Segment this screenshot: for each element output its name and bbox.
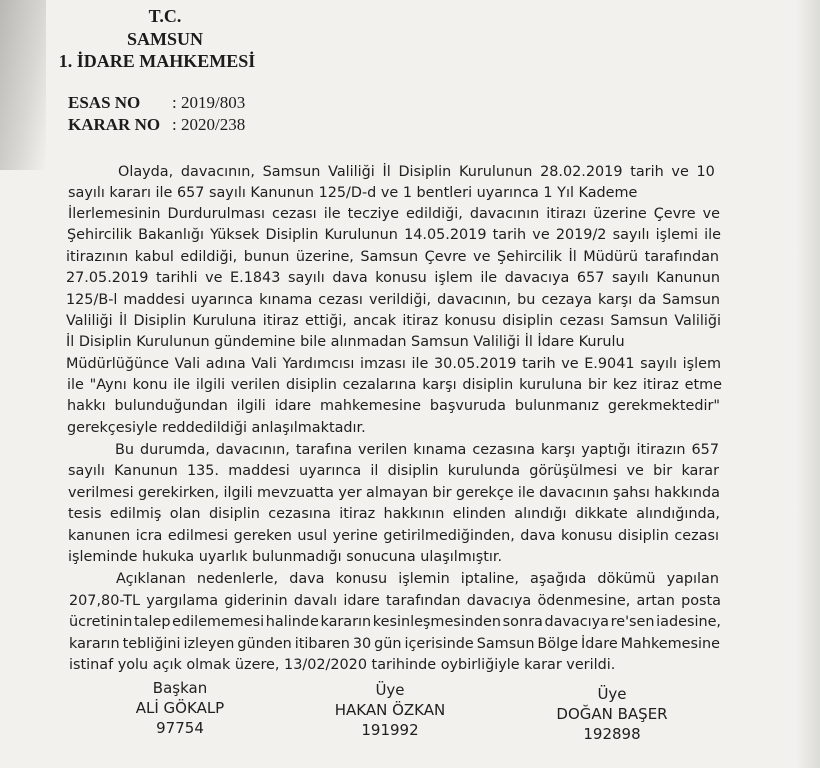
- esas-no-value: : 2019/803: [172, 93, 246, 112]
- signature-block-member-1: [290, 680, 490, 740]
- body-line: kanunen icra edilmesi gereken usul yerine getirilmediğinden, dava konusu disiplin cezası: [68, 528, 719, 544]
- body-line: tesis edilmiş olan disiplin cezasına itiraz hakkının elinden alındığı dikkate alındığında,: [68, 506, 720, 522]
- body-line: sayılı kararı ile 657 sayılı Kanunun 125/D-d ve 1 bentleri uyarınca 1 Yıl Kademe: [68, 185, 638, 201]
- signature-name: HAKAN ÖZKAN: [334, 701, 446, 719]
- signature-number: 97754: [156, 719, 204, 737]
- signature-block-president: [80, 678, 280, 738]
- page-edge-shadow: [796, 0, 820, 768]
- signature-number: 191992: [361, 721, 419, 739]
- signature-name: ALİ GÖKALP: [135, 699, 225, 717]
- body-line: Valiliği İl Disiplin Kuruluna itiraz ettiği, ancak itiraz konusu disiplin cezası Samsun Valiliği: [66, 313, 721, 329]
- signature-number: 192898: [583, 725, 641, 743]
- body-line: Açıklanan nedenlerle, dava konusu işlemin iptaline, aşağıda dökümü yapılan: [116, 571, 719, 587]
- body-line: Bu durumda, davacının, tarafına verilen kınama cezasına karşı yaptığı itirazın 657: [115, 442, 719, 458]
- body-line: istinaf yolu açık olmak üzere, 13/02/2020 tarihinde oybirliğiyle karar verildi.: [69, 657, 616, 673]
- body-line: itirazının kabul edildiği, bunun üzerine, Samsun Çevre ve Şehircilik İl Müdürü tarafından: [66, 249, 720, 265]
- body-line: 125/B-l maddesi uyarınca kınama cezası verildiği, davacının, bu cezaya karşı da Samsun: [66, 292, 720, 308]
- signature-role: Üye: [375, 681, 405, 699]
- body-line: kararın tebliğini izleyen günden itibaren 30 gün içerisinde Samsun Bölge İdare Mahkemesine: [69, 636, 720, 652]
- body-line: İlerlemesinin Durdurulması cezası ile tecziye edildiği, davacının itirazı üzerine Çevre ve: [68, 206, 720, 222]
- body-line: işleminde hukuka uyarlık bulunmadığı sonucuna ulaşılmıştır.: [68, 549, 503, 565]
- body-line: hakkı bulunduğundan ilgili idare mahkemesine başvuruda bulunmanız gerekmektedir": [67, 398, 720, 414]
- body-line: Müdürlüğünce Vali adına Vali Yardımcısı imzası ile 30.05.2019 tarih ve E.9041 sayılı işlem: [66, 356, 721, 372]
- signature-name: DOĞAN BAŞER: [556, 705, 668, 723]
- esas-no-label: ESAS NO: [68, 93, 141, 112]
- body-line: 27.05.2019 tarihli ve E.1843 sayılı dava konusu işlem ile davacıya 657 sayılı Kanunun: [66, 270, 720, 286]
- karar-no-label: KARAR NO: [68, 115, 161, 134]
- header-tc: T.C.: [148, 6, 182, 26]
- body-line: Olayda, davacının, Samsun Valiliği İl Disiplin Kurulunun 28.02.2019 tarih ve 10: [118, 164, 715, 180]
- signature-role: Başkan: [152, 679, 208, 697]
- karar-no-row: [68, 115, 245, 135]
- body-line: gerekçesiyle reddedildiği anlaşılmaktadır.: [67, 420, 366, 436]
- body-line: ile "Aynı konu ile ilgili verilen disiplin cezalarına karşı disiplin kuruluna bir kez itiraz etme: [67, 377, 722, 393]
- esas-no-row: [68, 93, 245, 113]
- header-city: SAMSUN: [126, 29, 203, 49]
- header-court: 1. İDARE MAHKEMESİ: [58, 51, 256, 71]
- body-line: 207,80-TL yargılama giderinin davalı idare tarafından davacıya ödenmesine, artan posta: [69, 593, 721, 609]
- signature-block-member-2: [512, 684, 712, 744]
- body-line: ücretinin talep edilememesi halinde kararın kesinleşmesinden sonra davacıya re'sen iadesine,: [69, 614, 721, 630]
- body-line: İl Disiplin Kurulunun gündemine bile alınmadan Samsun Valiliği İl İdare Kurulu: [66, 334, 625, 350]
- body-line: Şehircilik Bakanlığı Yüksek Disiplin Kurulunun 14.05.2019 tarih ve 2019/2 sayılı işlemi ile: [67, 227, 721, 243]
- body-line: verilmesi gerekirken, ilgili mevzuatta yer almayan bir gerekçe ile davacının şahsı hakkında: [68, 485, 720, 501]
- body-line: sayılı Kanunun 135. maddesi uyarınca il disiplin kurulunda görüşülmesi ve bir karar: [68, 463, 719, 479]
- karar-no-value: : 2020/238: [172, 115, 246, 134]
- signature-role: Üye: [597, 685, 627, 703]
